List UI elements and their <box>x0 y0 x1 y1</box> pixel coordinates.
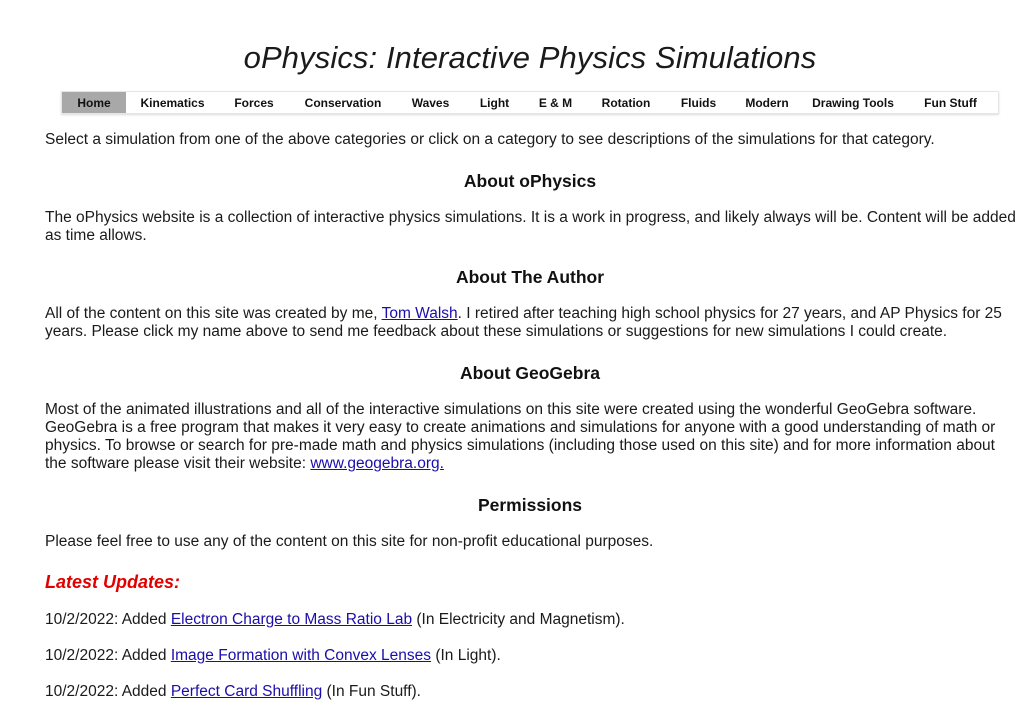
nav-item-waves[interactable]: Waves <box>411 95 450 110</box>
nav-item-forces[interactable]: Forces <box>234 95 274 110</box>
about-geogebra-heading: About GeoGebra <box>459 363 600 383</box>
about-ophysics-heading: About oPhysics <box>463 171 597 191</box>
update-item-prefix: 10/2/2022: Added <box>45 611 171 628</box>
about-author-text-before: All of the content on this site was created by me, <box>45 305 382 322</box>
update-link-electron-charge[interactable]: Electron Charge to Mass Ratio Lab <box>170 611 413 628</box>
update-item-prefix: 10/2/2022: Added <box>45 647 171 664</box>
nav-item-em[interactable]: E & M <box>538 95 573 110</box>
nav-item-fluids[interactable]: Fluids <box>680 95 717 110</box>
update-item <box>45 611 1020 629</box>
about-author-heading: About The Author <box>455 267 605 287</box>
nav-item-modern[interactable]: Modern <box>745 95 789 110</box>
update-item <box>45 647 1020 665</box>
permissions-heading: Permissions <box>477 495 583 515</box>
update-link-card-shuffling[interactable]: Perfect Card Shuffling <box>170 683 323 700</box>
main-nav <box>61 91 999 114</box>
about-geogebra-text <box>45 401 1020 473</box>
author-link[interactable]: Tom Walsh <box>381 305 458 322</box>
latest-updates-heading: Latest Updates: <box>45 572 181 592</box>
nav-item-fun-stuff[interactable]: Fun Stuff <box>924 95 977 110</box>
about-ophysics-text: The oPhysics website is a collection of interactive physics simulations. It is a work in progress, and likely always will be. Content will be added as time allows. <box>45 209 1016 244</box>
update-item-prefix: 10/2/2022: Added <box>45 683 171 700</box>
update-item-suffix: (In Fun Stuff). <box>322 683 421 700</box>
nav-item-kinematics[interactable]: Kinematics <box>140 95 205 110</box>
nav-item-rotation[interactable]: Rotation <box>601 95 651 110</box>
permissions-text: Please feel free to use any of the content on this site for non-profit educational purposes. <box>45 533 654 550</box>
update-item-suffix: (In Light). <box>431 647 501 664</box>
about-geogebra-text-before: Most of the animated illustrations and all of the interactive simulations on this site were created using the wonderful GeoGebra software. GeoGebra is a free program that makes it very easy to create animations and simulations for anyone with a good understanding of math or physics. To browse or search for pre-made math and physics simulations (including those used on this site) and for more information about the software please visit their website: <box>45 401 996 472</box>
update-item <box>45 683 1020 701</box>
update-link-convex-lenses[interactable]: Image Formation with Convex Lenses <box>170 647 432 664</box>
nav-item-home[interactable]: Home <box>62 92 126 113</box>
nav-item-conservation[interactable]: Conservation <box>304 95 382 110</box>
intro-text: Select a simulation from one of the above categories or click on a category to see descriptions of the simulations for that category. <box>45 131 935 148</box>
about-author-text <box>45 305 1020 341</box>
site-title: oPhysics: Interactive Physics Simulations <box>243 40 817 75</box>
geogebra-link[interactable]: www.geogebra.org. <box>310 455 444 472</box>
nav-item-light[interactable]: Light <box>479 95 510 110</box>
nav-item-drawing-tools[interactable]: Drawing Tools <box>812 95 894 110</box>
update-item-suffix: (In Electricity and Magnetism). <box>412 611 625 628</box>
about-author-text-after: . I retired after teaching high school physics for 27 years, and AP Physics for 25 years. Please click my name above to send me feedback about these simulations or suggestions for new simulations I could create. <box>45 305 1002 340</box>
